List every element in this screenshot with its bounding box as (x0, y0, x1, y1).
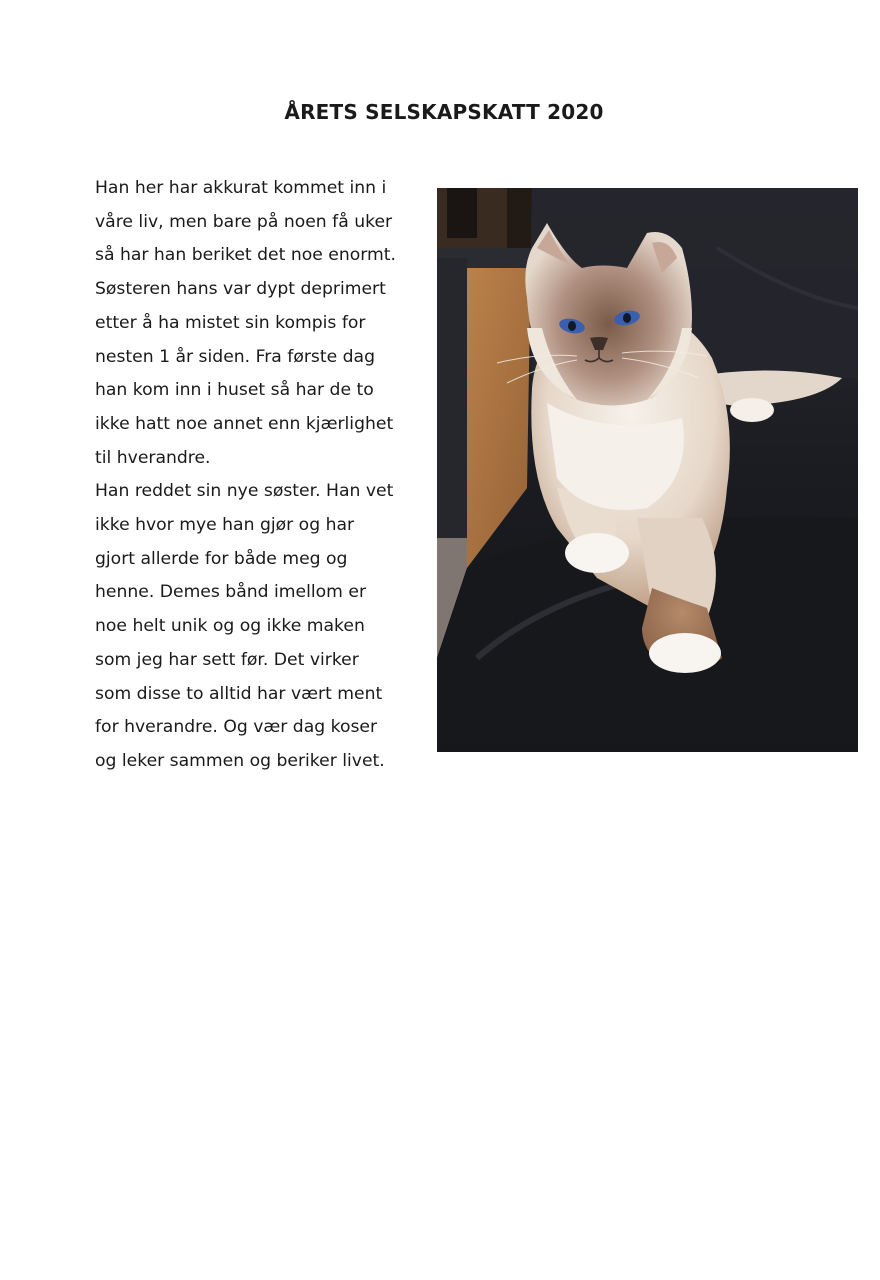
text-line: til hverandre. (95, 447, 211, 468)
text-line: ikke hvor mye han gjør og har (95, 515, 355, 536)
text-line: etter å ha mistet sin kompis for (95, 312, 366, 333)
text-line: for hverandre. Og vær dag koser (95, 717, 378, 738)
text-line: noe helt unik og og ikke maken (95, 616, 365, 637)
text-line: ikke hatt noe annet enn kjærlighet (95, 413, 394, 434)
text-line: henne. Demes bånd imellom er (95, 582, 367, 603)
front-paw-right (649, 633, 721, 673)
cat-illustration (437, 188, 858, 752)
text-line: Han reddet sin nye søster. Han vet (95, 481, 394, 502)
text-line: Søsteren hans var dypt deprimert (95, 279, 386, 300)
body-text (95, 172, 430, 779)
text-line: som jeg har sett før. Det virker (95, 649, 359, 670)
text-line: så har han beriket det noe enormt. (95, 245, 396, 266)
text-line: han kom inn i huset så har de to (95, 380, 374, 401)
text-line: Han her har akkurat kommet inn i (95, 178, 387, 198)
text-line: gjort allerde for både meg og (95, 548, 348, 569)
cat-photo (437, 188, 858, 752)
text-line: og leker sammen og beriker livet. (95, 750, 385, 771)
page-title: ÅRETS SELSKAPSKATT 2020 (284, 100, 604, 124)
text-line: som disse to alltid har vært ment (95, 683, 383, 704)
text-line: våre liv, men bare på noen få uker (95, 211, 393, 232)
front-paw-left (565, 533, 629, 573)
text-line: nesten 1 år siden. Fra første dag (95, 346, 376, 367)
